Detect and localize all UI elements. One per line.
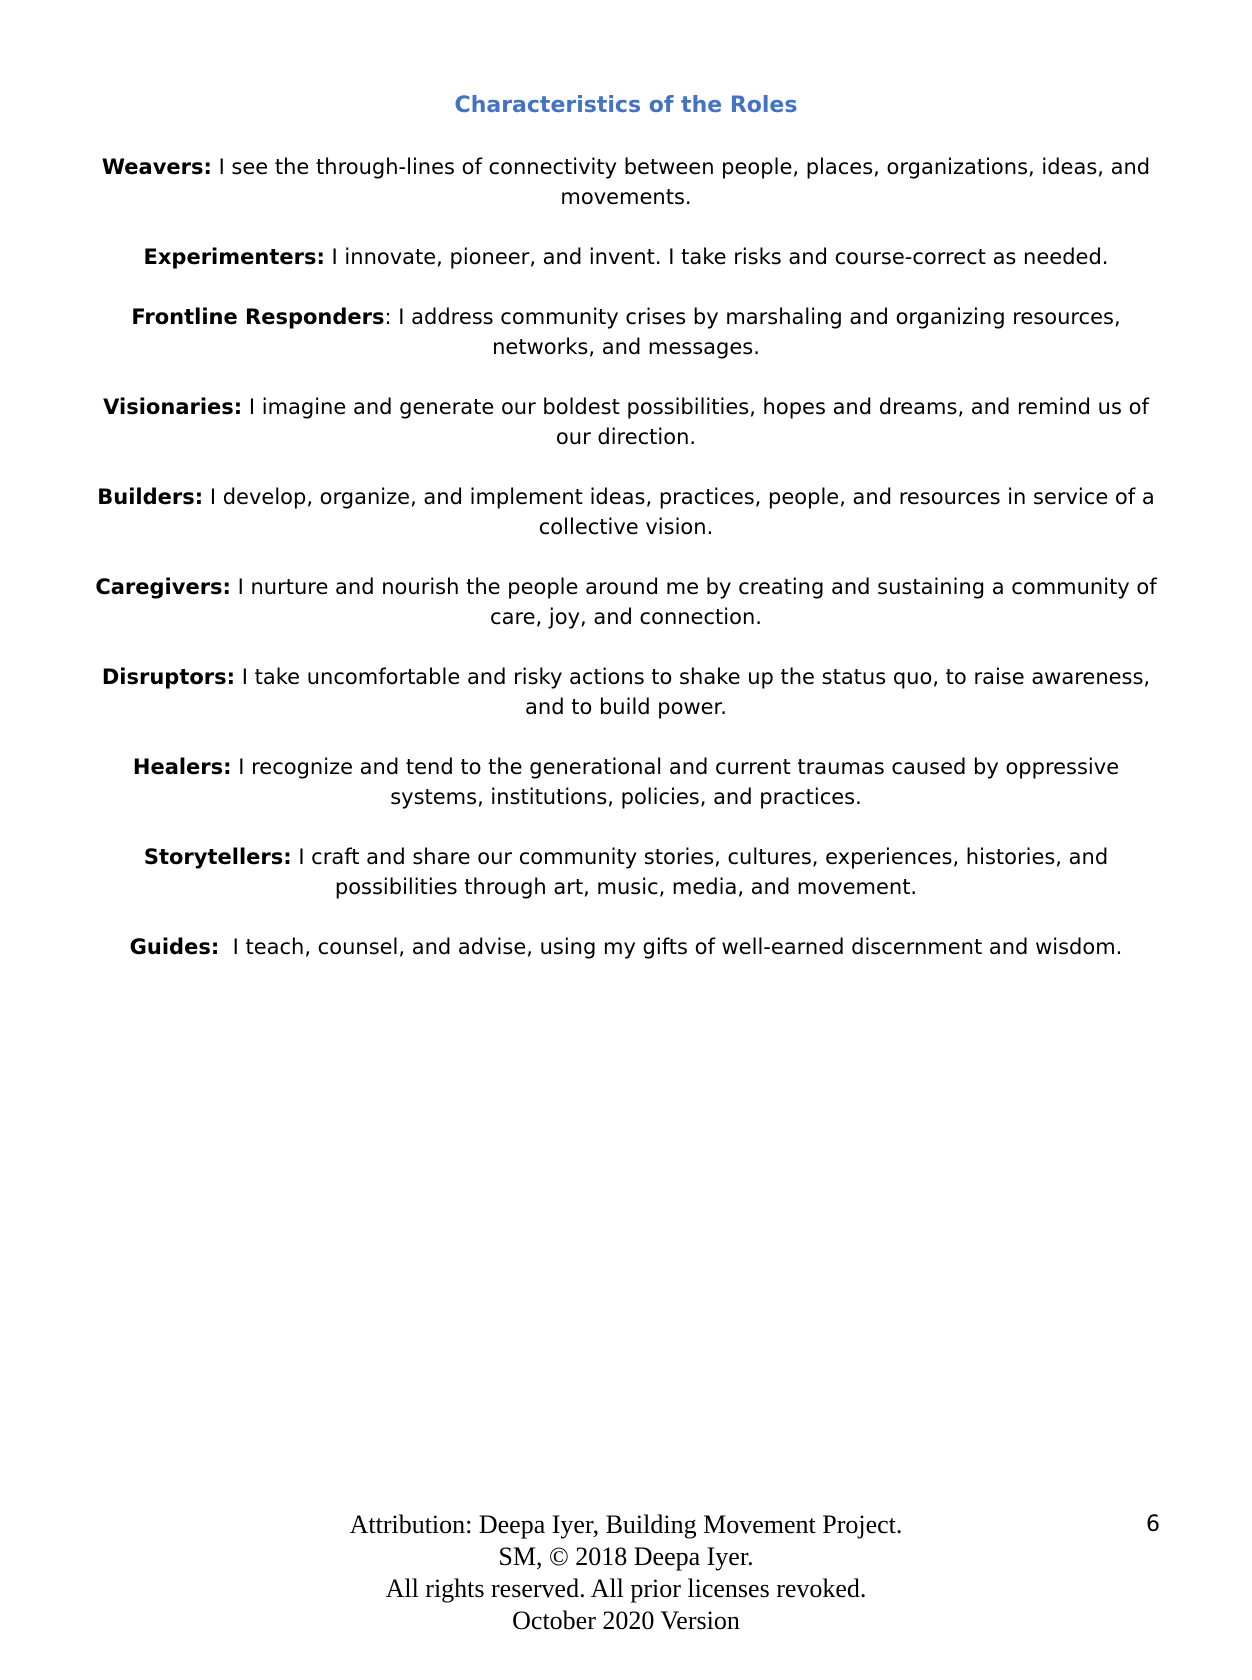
role-description: I see the through-lines of connectivity between people, places, organizations, ideas, and movements. xyxy=(211,155,1151,209)
footer-rights: All rights reserved. All prior licenses revoked. xyxy=(385,1574,867,1603)
footer xyxy=(0,1509,1252,1637)
roles-list xyxy=(86,152,1166,992)
role-description: I innovate, pioneer, and invent. I take risks and course-correct as needed. xyxy=(324,245,1109,269)
role-description: : I address community crises by marshaling and organizing resources, networks, and messages. xyxy=(384,305,1121,359)
footer-copyright: SM, © 2018 Deepa Iyer. xyxy=(498,1542,754,1571)
page-title: Characteristics of the Roles xyxy=(454,93,798,118)
role-builders xyxy=(86,482,1166,542)
page-number: 6 xyxy=(1146,1512,1160,1537)
role-name: Weavers: xyxy=(101,155,212,179)
role-description: I take uncomfortable and risky actions to shake up the status quo, to raise awareness, and to build power. xyxy=(235,665,1151,719)
role-healers xyxy=(86,752,1166,812)
role-caregivers xyxy=(86,572,1166,632)
role-description: I develop, organize, and implement ideas, practices, people, and resources in service of a collective vision. xyxy=(203,485,1155,539)
role-frontline-responders xyxy=(86,302,1166,362)
footer-version: October 2020 Version xyxy=(512,1606,740,1635)
role-guides xyxy=(86,932,1166,962)
role-name: Healers: xyxy=(132,755,232,779)
role-name: Builders: xyxy=(97,485,204,509)
footer-attribution: Attribution: Deepa Iyer, Building Movement Project. xyxy=(349,1510,903,1539)
role-name: Visionaries: xyxy=(103,395,243,419)
role-weavers xyxy=(86,152,1166,212)
role-description: I imagine and generate our boldest possibilities, hopes and dreams, and remind us of our direction. xyxy=(242,395,1149,449)
role-name: Frontline Responders xyxy=(131,305,385,329)
role-description: I teach, counsel, and advise, using my gifts of well-earned discernment and wisdom. xyxy=(219,935,1123,959)
role-storytellers xyxy=(86,842,1166,902)
role-visionaries xyxy=(86,392,1166,452)
role-name: Guides: xyxy=(129,935,220,959)
role-description: I nurture and nourish the people around me by creating and sustaining a community of care, joy, and connection. xyxy=(230,575,1157,629)
role-description: I craft and share our community stories, cultures, experiences, histories, and possibilities through art, music, media, and movement. xyxy=(291,845,1109,899)
role-name: Caregivers: xyxy=(95,575,231,599)
role-name: Storytellers: xyxy=(143,845,292,869)
role-experimenters xyxy=(86,242,1166,272)
role-name: Experimenters: xyxy=(143,245,325,269)
role-name: Disruptors: xyxy=(101,665,236,689)
role-description: I recognize and tend to the generational and current traumas caused by oppressive systems, institutions, policies, and practices. xyxy=(231,755,1120,809)
role-disruptors xyxy=(86,662,1166,722)
